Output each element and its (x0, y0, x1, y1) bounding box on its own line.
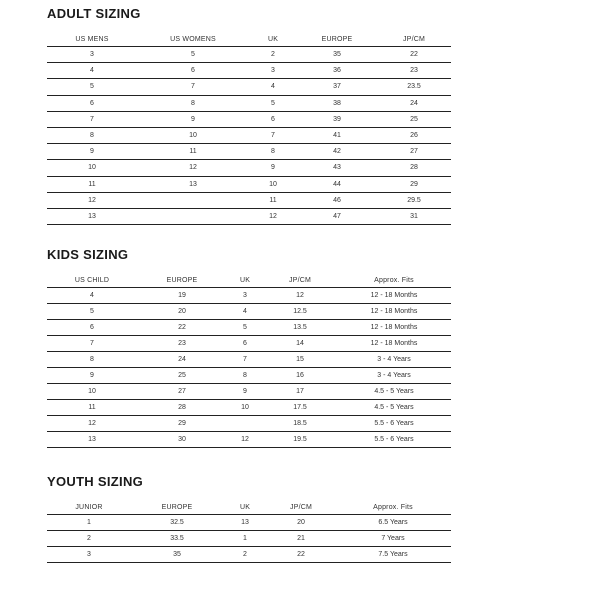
table-cell: 37 (297, 79, 377, 95)
table-row (47, 531, 451, 547)
table-cell: 27 (377, 144, 451, 160)
table-cell: 3 - 4 Years (337, 368, 451, 384)
table-cell: 19.5 (263, 432, 337, 448)
table-row (47, 47, 451, 63)
table-cell: 30 (137, 432, 227, 448)
column-header: EUROPE (131, 500, 223, 515)
table-header-row (47, 32, 451, 47)
table-row (47, 111, 451, 127)
adult-sizing-title: ADULT SIZING (47, 6, 141, 21)
table-header-row (47, 500, 451, 515)
table-row (47, 320, 451, 336)
kids-sizing-title: KIDS SIZING (47, 247, 129, 262)
table-cell: 41 (297, 127, 377, 143)
table-cell: 1 (47, 515, 131, 531)
table-cell: 7.5 Years (335, 547, 451, 563)
table-cell: 12 (137, 160, 249, 176)
column-header: EUROPE (137, 273, 227, 288)
table-cell (227, 416, 263, 432)
table-cell: 4 (227, 304, 263, 320)
table-cell: 4.5 - 5 Years (337, 384, 451, 400)
table-cell: 12 - 18 Months (337, 336, 451, 352)
table-cell: 3 (249, 63, 297, 79)
table-cell: 12.5 (263, 304, 337, 320)
table-cell: 10 (47, 160, 137, 176)
table-row (47, 127, 451, 143)
table-cell: 33.5 (131, 531, 223, 547)
table-cell: 11 (249, 192, 297, 208)
table-cell (137, 208, 249, 224)
table-cell: 1 (223, 531, 267, 547)
table-cell (137, 192, 249, 208)
column-header: Approx. Fits (335, 500, 451, 515)
table-row (47, 336, 451, 352)
table-cell: 10 (47, 384, 137, 400)
table-cell: 9 (137, 111, 249, 127)
table-cell: 22 (377, 47, 451, 63)
table-cell: 13 (137, 176, 249, 192)
table-cell: 12 - 18 Months (337, 320, 451, 336)
column-header: US WOMENS (137, 32, 249, 47)
table-cell: 36 (297, 63, 377, 79)
table-cell: 25 (377, 111, 451, 127)
table-row (47, 547, 451, 563)
table-row (47, 192, 451, 208)
table-cell: 6.5 Years (335, 515, 451, 531)
table-cell: 3 (47, 47, 137, 63)
table-row (47, 63, 451, 79)
table-cell: 21 (267, 531, 335, 547)
kids-sizing-table (47, 273, 451, 448)
column-header: Approx. Fits (337, 273, 451, 288)
table-cell: 29.5 (377, 192, 451, 208)
table-cell: 13 (47, 432, 137, 448)
table-cell: 29 (377, 176, 451, 192)
table-cell: 9 (47, 368, 137, 384)
table-cell: 9 (249, 160, 297, 176)
table-cell: 10 (227, 400, 263, 416)
table-cell: 13.5 (263, 320, 337, 336)
table-cell: 20 (137, 304, 227, 320)
table-cell: 7 (137, 79, 249, 95)
table-cell: 7 Years (335, 531, 451, 547)
table-cell: 5 (47, 79, 137, 95)
table-cell: 2 (223, 547, 267, 563)
table-cell: 39 (297, 111, 377, 127)
table-cell: 23.5 (377, 79, 451, 95)
table-cell: 11 (47, 176, 137, 192)
adult-sizing-section (47, 6, 451, 225)
table-cell: 14 (263, 336, 337, 352)
table-cell: 4 (47, 288, 137, 304)
table-cell: 47 (297, 208, 377, 224)
table-cell: 12 (227, 432, 263, 448)
table-cell: 18.5 (263, 416, 337, 432)
column-header: JP/CM (377, 32, 451, 47)
table-cell: 5.5 - 6 Years (337, 432, 451, 448)
table-cell: 5 (227, 320, 263, 336)
table-cell: 29 (137, 416, 227, 432)
table-row (47, 304, 451, 320)
table-cell: 3 (227, 288, 263, 304)
column-header: EUROPE (297, 32, 377, 47)
table-row (47, 160, 451, 176)
table-cell: 6 (47, 95, 137, 111)
table-cell: 12 (249, 208, 297, 224)
table-row (47, 384, 451, 400)
table-cell: 12 - 18 Months (337, 288, 451, 304)
table-cell: 38 (297, 95, 377, 111)
table-row (47, 400, 451, 416)
table-cell: 42 (297, 144, 377, 160)
table-cell: 8 (47, 352, 137, 368)
table-cell: 46 (297, 192, 377, 208)
table-cell: 12 (47, 416, 137, 432)
table-cell: 9 (227, 384, 263, 400)
table-cell: 25 (137, 368, 227, 384)
adult-sizing-table (47, 32, 451, 225)
table-cell: 26 (377, 127, 451, 143)
table-row (47, 432, 451, 448)
table-cell: 6 (227, 336, 263, 352)
table-cell: 12 (263, 288, 337, 304)
table-cell: 10 (137, 127, 249, 143)
table-cell: 24 (377, 95, 451, 111)
table-cell: 17 (263, 384, 337, 400)
column-header: US CHILD (47, 273, 137, 288)
table-cell: 3 (47, 547, 131, 563)
table-cell: 27 (137, 384, 227, 400)
table-cell: 17.5 (263, 400, 337, 416)
table-cell: 13 (223, 515, 267, 531)
table-cell: 5.5 - 6 Years (337, 416, 451, 432)
table-cell: 32.5 (131, 515, 223, 531)
table-cell: 23 (137, 336, 227, 352)
table-cell: 11 (137, 144, 249, 160)
table-cell: 16 (263, 368, 337, 384)
table-cell: 4 (47, 63, 137, 79)
table-cell: 6 (47, 320, 137, 336)
table-row (47, 352, 451, 368)
table-cell: 7 (47, 336, 137, 352)
table-row (47, 144, 451, 160)
table-cell: 3 - 4 Years (337, 352, 451, 368)
table-header-row (47, 273, 451, 288)
table-row (47, 208, 451, 224)
table-cell: 4.5 - 5 Years (337, 400, 451, 416)
table-cell: 2 (47, 531, 131, 547)
table-cell: 11 (47, 400, 137, 416)
table-cell: 44 (297, 176, 377, 192)
youth-sizing-section (47, 474, 451, 563)
table-cell: 6 (137, 63, 249, 79)
table-cell: 8 (249, 144, 297, 160)
table-cell: 12 - 18 Months (337, 304, 451, 320)
table-cell: 22 (267, 547, 335, 563)
table-cell: 28 (137, 400, 227, 416)
table-cell: 19 (137, 288, 227, 304)
table-cell: 13 (47, 208, 137, 224)
table-cell: 10 (249, 176, 297, 192)
table-row (47, 368, 451, 384)
table-cell: 22 (137, 320, 227, 336)
column-header: JP/CM (267, 500, 335, 515)
table-cell: 24 (137, 352, 227, 368)
table-cell: 4 (249, 79, 297, 95)
table-cell: 5 (137, 47, 249, 63)
table-cell: 7 (249, 127, 297, 143)
youth-sizing-title: YOUTH SIZING (47, 474, 144, 489)
table-cell: 15 (263, 352, 337, 368)
youth-sizing-table (47, 500, 451, 563)
table-cell: 31 (377, 208, 451, 224)
table-cell: 5 (249, 95, 297, 111)
column-header: JUNIOR (47, 500, 131, 515)
kids-sizing-section (47, 247, 451, 448)
column-header: UK (227, 273, 263, 288)
table-row (47, 79, 451, 95)
table-cell: 7 (47, 111, 137, 127)
table-cell: 43 (297, 160, 377, 176)
table-row (47, 515, 451, 531)
table-cell: 28 (377, 160, 451, 176)
table-cell: 20 (267, 515, 335, 531)
table-row (47, 176, 451, 192)
table-cell: 9 (47, 144, 137, 160)
table-cell: 7 (227, 352, 263, 368)
column-header: UK (223, 500, 267, 515)
table-row (47, 95, 451, 111)
table-cell: 12 (47, 192, 137, 208)
column-header: JP/CM (263, 273, 337, 288)
table-cell: 6 (249, 111, 297, 127)
table-cell: 35 (131, 547, 223, 563)
table-cell: 23 (377, 63, 451, 79)
table-cell: 8 (47, 127, 137, 143)
table-cell: 8 (227, 368, 263, 384)
table-row (47, 288, 451, 304)
table-cell: 35 (297, 47, 377, 63)
table-cell: 2 (249, 47, 297, 63)
table-cell: 5 (47, 304, 137, 320)
column-header: US MENS (47, 32, 137, 47)
column-header: UK (249, 32, 297, 47)
table-row (47, 416, 451, 432)
table-cell: 8 (137, 95, 249, 111)
